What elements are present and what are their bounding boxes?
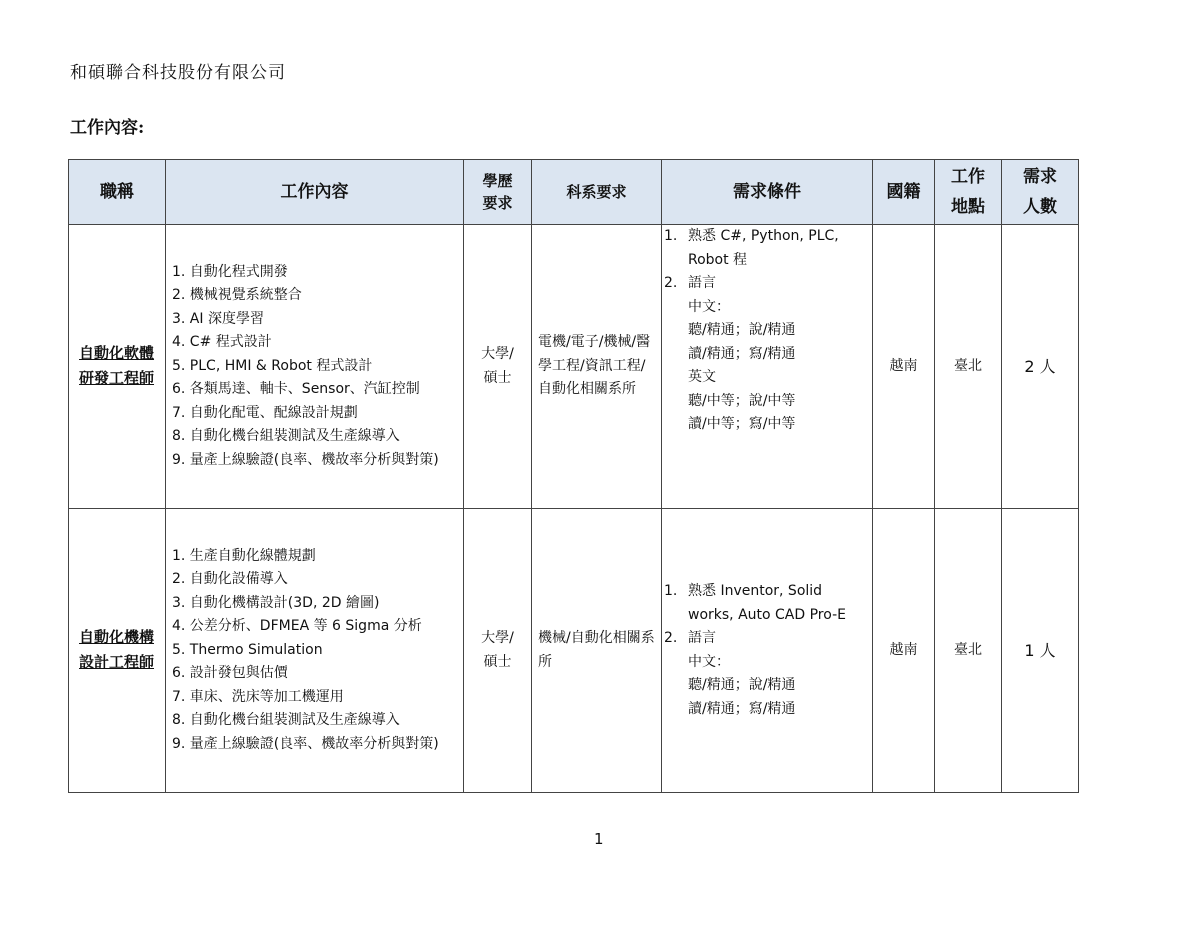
page-number: 1 bbox=[594, 830, 604, 848]
req-number: 2. bbox=[664, 275, 678, 291]
duty-item: 6. 設計發包與估價 bbox=[172, 665, 288, 682]
education-cell bbox=[464, 225, 532, 509]
req-text: 讀/精通；寫/精通 bbox=[688, 700, 796, 717]
major-cell: 機械/自動化相關系所 bbox=[532, 509, 662, 793]
header-location-line2: 地點 bbox=[951, 197, 985, 217]
req-text: 聽/精通；說/精通 bbox=[688, 322, 796, 338]
req-text: 讀/精通；寫/精通 bbox=[688, 345, 796, 362]
location-cell: 臺北 bbox=[935, 225, 1002, 509]
header-duties: 工作內容 bbox=[166, 160, 464, 225]
duty-item: 8. 自動化機台組裝測試及生產線導入 bbox=[172, 428, 400, 445]
header-requirements: 需求條件 bbox=[662, 160, 873, 225]
req-text: 語言 bbox=[688, 630, 716, 646]
req-number: 1. bbox=[664, 228, 678, 244]
education-line: 碩士 bbox=[483, 369, 512, 386]
education-line: 碩士 bbox=[483, 653, 512, 670]
major-cell: 電機/電子/機械/醫學工程/資訊工程/自動化相關系所 bbox=[532, 225, 662, 509]
duty-item: 1. 生產自動化線體規劃 bbox=[172, 547, 316, 564]
duty-item: 1. 自動化程式開發 bbox=[172, 263, 288, 280]
duty-item: 4. C# 程式設計 bbox=[172, 334, 272, 351]
header-education-line1: 學歷 bbox=[482, 172, 513, 190]
duty-item: 8. 自動化機台組裝測試及生產線導入 bbox=[172, 712, 400, 729]
duty-item: 9. 量產上線驗證(良率、機故率分析與對策) bbox=[172, 451, 439, 468]
req-text: 聽/中等；說/中等 bbox=[688, 392, 796, 409]
job-table bbox=[68, 159, 1079, 793]
duty-item: 6. 各類馬達、軸卡、Sensor、汽缸控制 bbox=[172, 381, 420, 398]
header-headcount-line1: 需求 bbox=[1023, 167, 1057, 187]
location-cell: 臺北 bbox=[935, 509, 1002, 793]
duties-cell bbox=[166, 509, 464, 793]
header-row bbox=[69, 160, 1079, 225]
header-education-line2: 要求 bbox=[482, 194, 513, 212]
company-name: 和碩聯合科技股份有限公司 bbox=[70, 63, 286, 83]
duty-item: 4. 公差分析、DFMEA 等 6 Sigma 分析 bbox=[172, 618, 422, 635]
education-line: 大學/ bbox=[481, 630, 514, 646]
header-title: 職稱 bbox=[69, 160, 166, 225]
req-text: Robot 程 bbox=[688, 251, 748, 268]
education-cell bbox=[464, 509, 532, 793]
req-text: 英文 bbox=[688, 369, 716, 385]
req-number: 2. bbox=[664, 630, 678, 646]
section-title: 工作內容: bbox=[70, 118, 145, 138]
header-education bbox=[464, 160, 532, 225]
header-location bbox=[935, 160, 1002, 225]
req-text: 聽/精通；說/精通 bbox=[688, 677, 796, 693]
headcount-cell: 2 人 bbox=[1002, 225, 1079, 509]
req-text: 中文： bbox=[688, 653, 730, 670]
header-headcount-line2: 人數 bbox=[1023, 197, 1057, 217]
req-text: 語言 bbox=[688, 275, 716, 291]
nationality-cell: 越南 bbox=[873, 225, 935, 509]
duty-item: 3. AI 深度學習 bbox=[172, 310, 264, 327]
table-row bbox=[69, 509, 1079, 793]
requirements-cell bbox=[662, 509, 873, 793]
job-title: 自動化機構設計工程師 bbox=[79, 628, 155, 672]
duty-item: 9. 量產上線驗證(良率、機故率分析與對策) bbox=[172, 735, 439, 752]
req-text: 熟悉 Inventor, Solid bbox=[688, 583, 823, 599]
duty-item: 2. 自動化設備導入 bbox=[172, 571, 288, 588]
duties-cell bbox=[166, 225, 464, 509]
table-row bbox=[69, 225, 1079, 509]
requirements-cell bbox=[662, 225, 873, 509]
header-major: 科系要求 bbox=[532, 160, 662, 225]
duty-item: 7. 車床、洗床等加工機運用 bbox=[172, 688, 344, 705]
nationality-cell: 越南 bbox=[873, 509, 935, 793]
req-text: 熟悉 C#, Python, PLC, bbox=[688, 228, 839, 244]
duty-item: 3. 自動化機構設計(3D, 2D 繪圖) bbox=[172, 594, 380, 611]
duty-item: 2. 機械視覺系統整合 bbox=[172, 287, 302, 304]
header-headcount bbox=[1002, 160, 1079, 225]
duty-item: 7. 自動化配電、配線設計規劃 bbox=[172, 404, 358, 421]
duty-item: 5. Thermo Simulation bbox=[172, 641, 323, 658]
req-text: 中文： bbox=[688, 298, 730, 315]
req-text: works, Auto CAD Pro-E bbox=[688, 606, 846, 623]
req-text: 讀/中等；寫/中等 bbox=[688, 416, 796, 432]
req-number: 1. bbox=[664, 583, 678, 599]
education-line: 大學/ bbox=[481, 346, 514, 362]
job-title-cell bbox=[69, 225, 166, 509]
header-location-line1: 工作 bbox=[951, 167, 985, 187]
headcount-cell: 1 人 bbox=[1002, 509, 1079, 793]
duty-item: 5. PLC, HMI & Robot 程式設計 bbox=[172, 357, 373, 374]
job-title: 自動化軟體研發工程師 bbox=[79, 344, 155, 388]
header-nationality: 國籍 bbox=[873, 160, 935, 225]
job-title-cell bbox=[69, 509, 166, 793]
